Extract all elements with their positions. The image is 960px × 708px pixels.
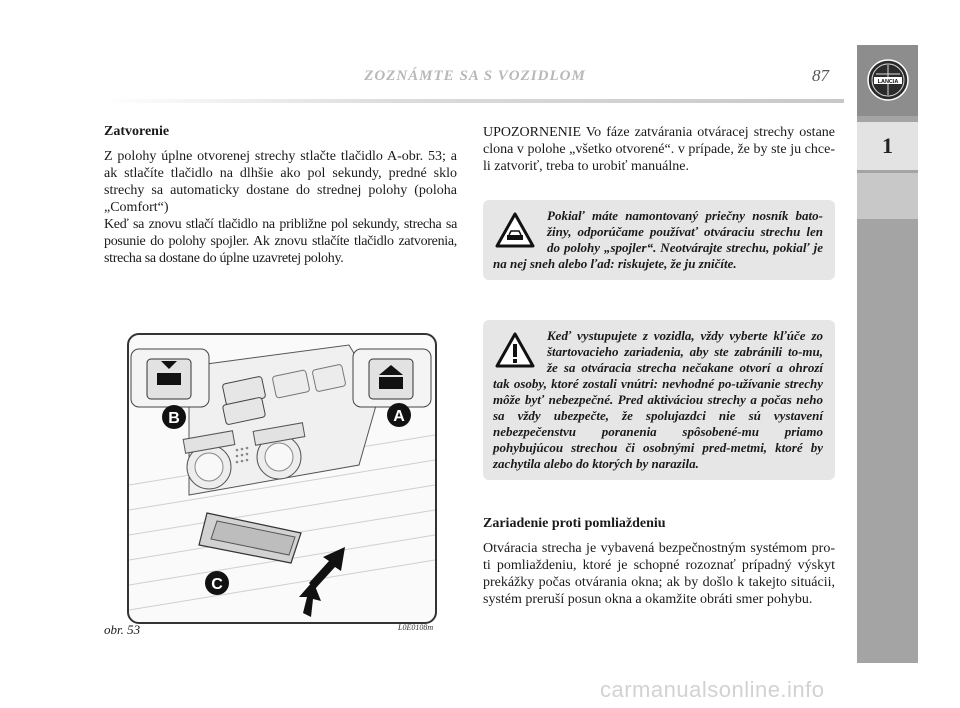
page-number: 87 (812, 66, 829, 85)
closing-heading: Zatvorenie (104, 124, 170, 139)
chapter-number: 1 (857, 122, 918, 170)
push-arrow-icon (299, 581, 321, 617)
push-arrow-icon (309, 547, 345, 589)
closing-paragraph-2: Keď sa znovu stlačí tlačidlo na približne pol sekundy, strecha sa posunie do polohy spojler. Ak znovu stlačíte tlačidlo zatvorenia, strecha sa dostane do úplne uzavretej polohy. (104, 217, 457, 266)
logo-text: LANCIA (877, 79, 899, 85)
anti-pinch-heading: Zariadenie proti pomliaždeniu (483, 516, 666, 531)
sunroof-controls-illustration (129, 335, 435, 622)
closing-paragraph-1: Z polohy úplne otvorenej strechy stlačte tlačidlo A-obr. 53; a ak stlačíte tlačidlo na dlhšie ako pol sekundy, predné sklo strechy sa automaticky dostane do strednej polohy (poloha „Comfort“) (104, 149, 457, 215)
roof-rack-warning-icon (495, 212, 535, 248)
figure-caption: obr. 53 (104, 622, 141, 637)
right-column (483, 124, 835, 175)
figure-53 (127, 333, 437, 624)
exclamation-warning-icon (495, 332, 535, 368)
warning-text-2: Keď vystupujete z vozidla, vždy vyberte kľúče zo štartovacieho zariadenia, aby ste zabránili to-mu, že sa otváracia strecha nečakane otvorí a ohrozí tak osoby, ktoré zostali vnútri: nevhodné po-užívanie strechy môže byť nebezpečné. Pred aktiváciou strechy a počas neho sa vždy ubezpečte, že spolujazdci nie sú vystavení nebezpečenstvu poranenia spôsobené-mu priamo pohybujúcou strechou či osobnými pred-metmi, ktoré by zachytila alebo do ktorých by narazila. (493, 328, 823, 471)
warning-text-1: Pokiaľ máte namontovaný priečny nosník bato-žiny, odporúčame používať otváraciu strechu len do polohy „spojler“. Neotvárajte strechu, pokiaľ je na nej sneh alebo ľad: riskujete, že ju zničíte. (493, 208, 823, 271)
close-button-inset (131, 349, 209, 407)
notice-paragraph: UPOZORNENIE Vo fáze zatvárania otváracej strechy ostane clona v polohe „všetko otvorené“. v prípade, že by ste ju chce-li zatvoriť, treba to urobiť manuálne. (483, 125, 835, 174)
watermark: carmanualsonline.info (600, 677, 825, 702)
lancia-logo-icon (867, 59, 909, 101)
label-a: A (393, 408, 405, 425)
figure-code: L0E0108m (398, 623, 434, 632)
header-divider (100, 99, 844, 103)
warning-box-roof-rack (483, 200, 835, 280)
left-column (104, 124, 457, 267)
open-button-inset (353, 349, 431, 407)
warning-box-keys (483, 320, 835, 480)
label-b: B (168, 410, 180, 427)
logo-box (857, 45, 918, 116)
chapter-spacer (857, 173, 918, 219)
chapter-side-tab (857, 45, 918, 663)
label-c: C (211, 576, 223, 593)
header-title: ZOZNÁMTE SA S VOZIDLOM (364, 68, 586, 84)
anti-pinch-paragraph: Otváracia strecha je vybavená bezpečnostným systémom pro-ti pomliaždeniu, ktoré je schopné rozoznať prípadný výskyt prekážky počas otvárania okna; ak by došlo k takejto situácii, systém preruší posun okna a okamžite obráti smer pohybu. (483, 541, 835, 607)
